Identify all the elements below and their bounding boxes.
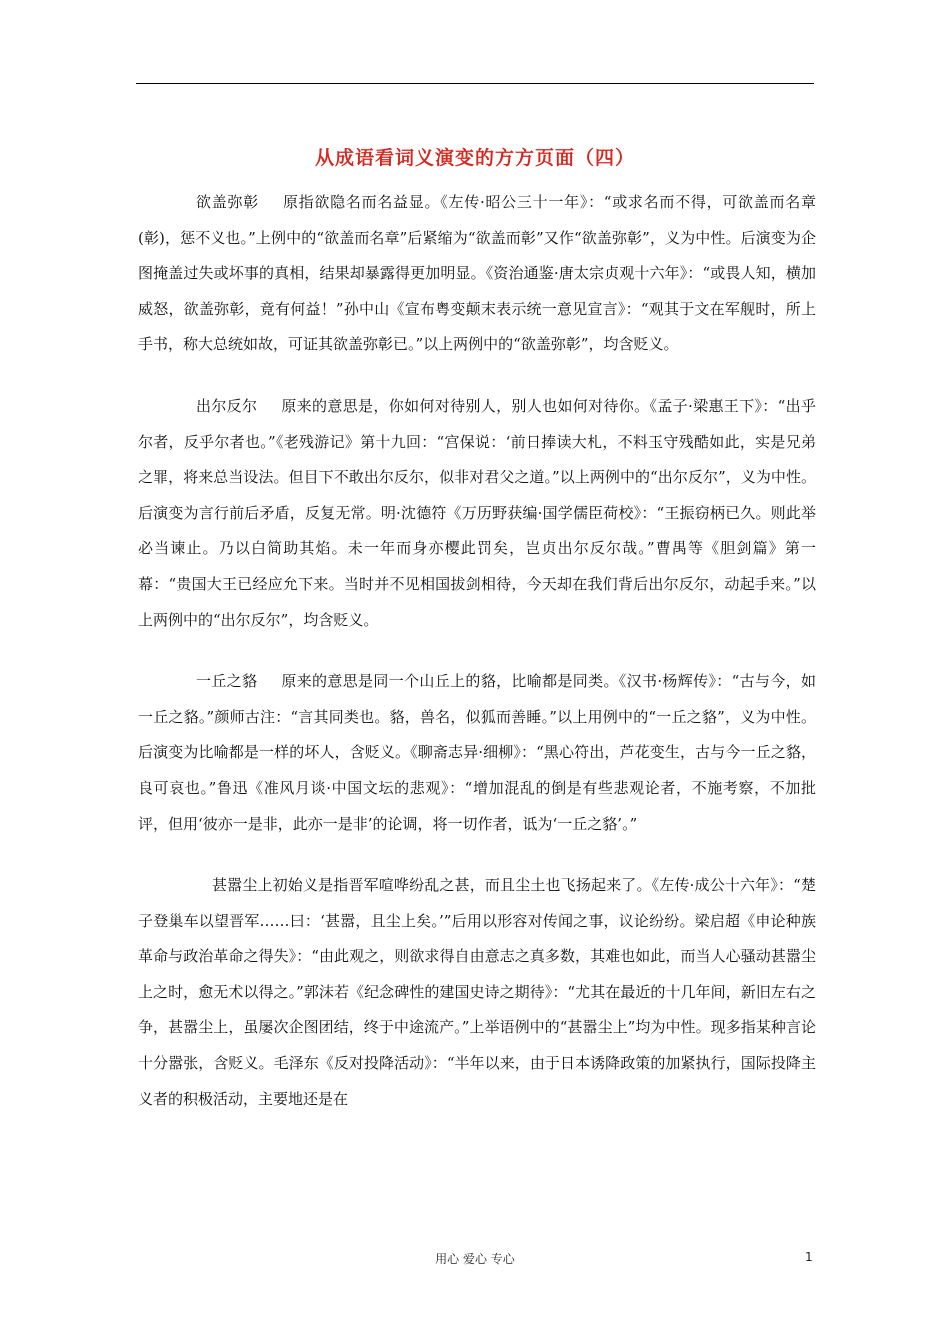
document-body — [138, 185, 816, 1143]
page-number: 1 — [805, 1250, 813, 1264]
paragraph-yu-gai-mi-zhang — [138, 185, 816, 363]
footer-motto: 用心 爱心 专心 — [435, 1252, 515, 1266]
idiom-term: 欲盖弥彰 — [196, 193, 259, 211]
idiom-term: 出尔反尔 — [196, 396, 258, 415]
paragraph-text: 原指欲隐名而名益显。《左传·昭公三十一年》：“或求名而不得，可欲盖而名章(彰)，惩不义也。”上例中的“欲盖而名章”后紧缩为“欲盖而彰”又作“欲盖弥彰”，义为中性。后演变为企图掩盖过失或坏事的真相，结果却暴露得更加明显。《资治通鉴·唐太宗贞观十六年》：“或畏人知，横加威怒，欲盖弥彰，竟有何益！”孙中山《宣布粤变颠末表示统一意见宣言》：“观其于文在军舰时，所上手书，称大总统如故，可证其欲盖弥彰已。”以上两例中的“欲盖弥彰”，均含贬义。 — [138, 193, 816, 354]
paragraph-text: 原来的意思是，你如何对待别人，别人也如何对待你。《孟子·梁惠王下》：“出乎尔者，反乎尔者也。”《老残游记》第十九回：“宫保说：‘前日捧读大札，不料玉守残酷如此，实是兄弟之罪，将来总当设法。但目下不敢出尔反尔，似非对君父之道。”以上两例中的“出尔反尔”，义为中性。后演变为言行前后矛盾，反复无常。明·沈德符《万历野获编·国学儒臣荷校》：“王振窃柄已久。则此举必当谏止。乃以白简助其焰。未一年而身亦樱此罚矣，岂贞出尔反尔哉。”曹禺等《胆剑篇》第一幕：“贵国大王已经应允下来。当时并不见相国拔剑相待，今天却在我们背后出尔反尔，动起手来。”以上两例中的“出尔反尔”，均含贬义。 — [138, 396, 816, 629]
header-rule — [136, 83, 814, 84]
paragraph-text: 初始义是指晋军喧哗纷乱之甚，而且尘土也飞扬起来了。《左传·成公十六年》：“楚子登巢车以望晋军……曰：‘甚嚣，且尘上矣。’”后用以形容对传闻之事，议论纷纷。梁启超《申论种族革命与政治革命之得失》：“由此观之，则欲求得自由意志之真多数，其难也如此，而当人心骚动甚嚣尘上之时，愈无术以得之。”郭沫若《纪念碑性的建国史诗之期待》：“尤其在最近的十几年间，新旧左右之争，甚嚣尘上，虽屡次企图团结，终于中途流产。”上举语例中的“甚嚣尘上”均为中性。现多指某种言论十分嚣张，含贬义。毛泽东《反对投降活动》：“半年以来，由于日本诱降政策的加紧执行，国际投降主义者的积极活动，主要地还是在 — [138, 876, 816, 1108]
paragraph-chu-er-fan-er — [138, 389, 816, 638]
paragraph-text: 原来的意思是同一个山丘上的貉，比喻都是同类。《汉书·杨辉传》：“古与今，如一丘之貉。”颜师古注：“言其同类也。貉，兽名，似狐而善睡。”以上用例中的“一丘之貉”，义为中性。后演变为比喻都是一样的坏人，含贬义。《聊斋志异·细柳》：“黑心符出，芦花变生，古与今一丘之貉，良可哀也。”鲁迅《准风月谈·中国文坛的悲观》：“增加混乱的倒是有些悲观论者，不施考察，不加批评，但用‘彼亦一是非，此亦一是非’的论调，将一切作者，诋为‘一丘之貉’。” — [138, 672, 816, 833]
paragraph-yi-qiu-zhi-he — [138, 664, 816, 842]
idiom-term: 甚嚣尘上 — [212, 876, 273, 895]
paragraph-shen-xiao-chen-shang — [138, 868, 816, 1117]
document-title: 从成语看词义演变的方方页面（四） — [314, 147, 635, 169]
idiom-term: 一丘之貉 — [196, 672, 258, 691]
